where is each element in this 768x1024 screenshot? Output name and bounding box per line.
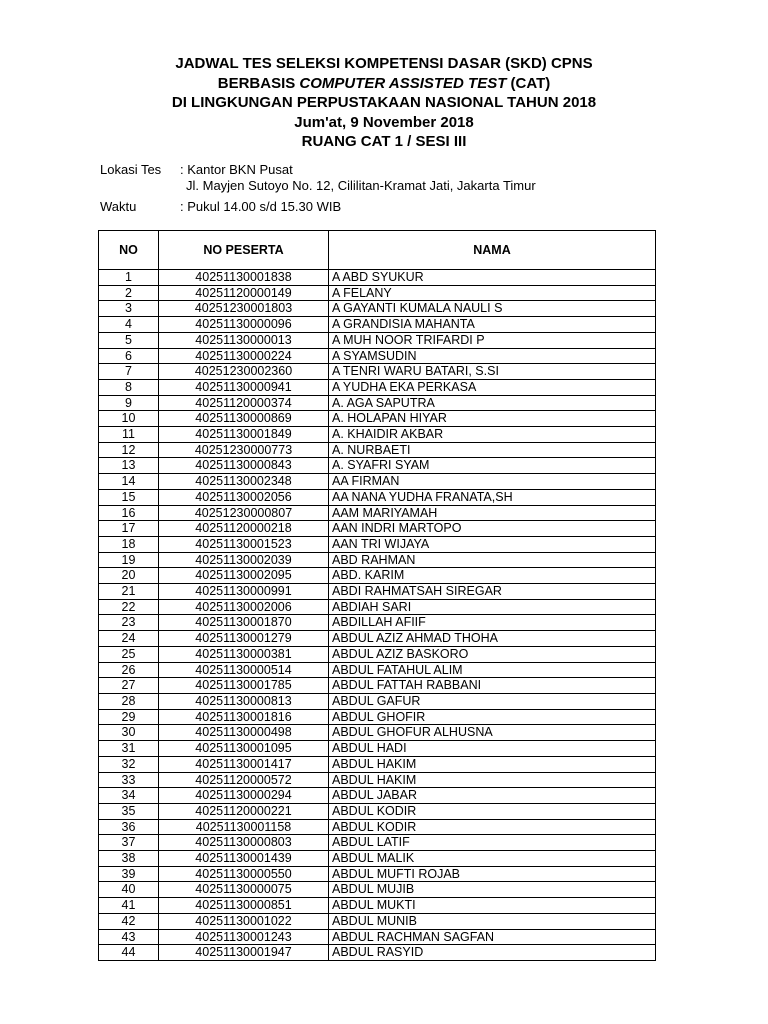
cell-no-peserta: 40251130002056 [159,489,329,505]
cell-no: 30 [99,725,159,741]
cell-no-peserta: 40251230001803 [159,301,329,317]
cell-no: 13 [99,458,159,474]
cell-no: 28 [99,693,159,709]
title-line-1: JADWAL TES SELEKSI KOMPETENSI DASAR (SKD) CPNS [175,55,593,72]
cell-no: 35 [99,803,159,819]
cell-no: 37 [99,835,159,851]
cell-no: 11 [99,427,159,443]
cell-nama: ABDUL HAKIM [329,772,656,788]
cell-nama: A. HOLAPAN HIYAR [329,411,656,427]
cell-nama: ABDUL RASYID [329,945,656,961]
cell-nama: A. NURBAETI [329,442,656,458]
cell-no: 33 [99,772,159,788]
cell-nama: A FELANY [329,285,656,301]
cell-nama: ABDUL AZIZ AHMAD THOHA [329,631,656,647]
cell-no-peserta: 40251130000498 [159,725,329,741]
table-row [99,866,656,882]
table-row [99,505,656,521]
cell-no: 8 [99,379,159,395]
cell-no: 14 [99,474,159,490]
cell-no: 19 [99,552,159,568]
lokasi-label: Lokasi Tes [100,162,162,177]
table-row [99,458,656,474]
cell-no-peserta: 40251130000843 [159,458,329,474]
document-title [0,54,768,152]
cell-no: 42 [99,913,159,929]
cell-no-peserta: 40251230000807 [159,505,329,521]
table-row [99,317,656,333]
cell-no-peserta: 40251130000381 [159,646,329,662]
cell-no-peserta: 40251130001022 [159,913,329,929]
cell-nama: ABDUL JABAR [329,788,656,804]
cell-nama: ABDUL HADI [329,741,656,757]
cell-nama: ABDUL GHOFIR [329,709,656,725]
cell-nama: ABDUL RACHMAN SAGFAN [329,929,656,945]
cell-no-peserta: 40251130000813 [159,693,329,709]
cell-no-peserta: 40251130002006 [159,599,329,615]
cell-no: 2 [99,285,159,301]
table-row [99,379,656,395]
table-row [99,882,656,898]
cell-no: 1 [99,270,159,286]
cell-no-peserta: 40251130001870 [159,615,329,631]
cell-nama: A SYAMSUDIN [329,348,656,364]
cell-no-peserta: 40251130001243 [159,929,329,945]
cell-no-peserta: 40251130000096 [159,317,329,333]
cell-nama: ABDIAH SARI [329,599,656,615]
cell-no-peserta: 40251120000218 [159,521,329,537]
cell-no-peserta: 40251120000149 [159,285,329,301]
cell-no-peserta: 40251130000803 [159,835,329,851]
cell-no-peserta: 40251130001816 [159,709,329,725]
cell-nama: A YUDHA EKA PERKASA [329,379,656,395]
cell-no: 21 [99,584,159,600]
cell-nama: ABDUL FATTAH RABBANI [329,678,656,694]
cell-no: 38 [99,851,159,867]
cell-no: 17 [99,521,159,537]
table-row [99,898,656,914]
table-body [99,270,656,961]
cell-no-peserta: 40251120000572 [159,772,329,788]
title-line-2-prefix: BERBASIS [217,74,300,92]
alamat-row [100,178,536,194]
cell-no-peserta: 40251130000294 [159,788,329,804]
cell-nama: ABDUL AZIZ BASKORO [329,646,656,662]
cell-no-peserta: 40251130001095 [159,741,329,757]
cell-nama: ABDUL FATAHUL ALIM [329,662,656,678]
table-row [99,725,656,741]
table-row [99,756,656,772]
cell-no: 22 [99,599,159,615]
cell-no: 32 [99,756,159,772]
cell-nama: ABDUL HAKIM [329,756,656,772]
cell-no: 36 [99,819,159,835]
cell-no-peserta: 40251130001838 [159,270,329,286]
cell-no: 16 [99,505,159,521]
cell-nama: ABDUL KODIR [329,803,656,819]
cell-no-peserta: 40251130000941 [159,379,329,395]
cell-nama: ABDUL MALIK [329,851,656,867]
cell-no: 24 [99,631,159,647]
table-row [99,929,656,945]
title-line-2 [0,74,768,94]
cell-no: 44 [99,945,159,961]
cell-no: 27 [99,678,159,694]
cell-no: 43 [99,929,159,945]
cell-nama: AAM MARIYAMAH [329,505,656,521]
table-row [99,741,656,757]
table-row [99,851,656,867]
cell-no-peserta: 40251130001439 [159,851,329,867]
cell-no: 12 [99,442,159,458]
table-row [99,552,656,568]
cell-no-peserta: 40251130001523 [159,536,329,552]
cell-nama: ABD RAHMAN [329,552,656,568]
table-row [99,442,656,458]
waktu-label: Waktu [100,199,137,214]
cell-no: 6 [99,348,159,364]
cell-no: 9 [99,395,159,411]
table-row [99,427,656,443]
cell-no: 10 [99,411,159,427]
table-row [99,521,656,537]
cell-no-peserta: 40251130001947 [159,945,329,961]
table-row [99,662,656,678]
table-row [99,332,656,348]
cell-nama: A MUH NOOR TRIFARDI P [329,332,656,348]
cell-nama: AAN INDRI MARTOPO [329,521,656,537]
table-row [99,536,656,552]
table-row [99,584,656,600]
cell-no: 4 [99,317,159,333]
cell-nama: ABDILLAH AFIIF [329,615,656,631]
table-row [99,678,656,694]
cell-no-peserta: 40251130000991 [159,584,329,600]
cell-no-peserta: 40251130002348 [159,474,329,490]
cell-no-peserta: 40251130002095 [159,568,329,584]
table-row [99,709,656,725]
cell-nama: AAN TRI WIJAYA [329,536,656,552]
cell-nama: ABDUL MUJIB [329,882,656,898]
title-room-session: RUANG CAT 1 / SESI III [301,133,467,150]
table-row [99,788,656,804]
table-row [99,646,656,662]
cell-no: 23 [99,615,159,631]
cell-nama: ABDUL KODIR [329,819,656,835]
cell-nama: A. AGA SAPUTRA [329,395,656,411]
cell-nama: ABDI RAHMATSAH SIREGAR [329,584,656,600]
cell-nama: ABDUL MUFTI ROJAB [329,866,656,882]
cell-no-peserta: 40251130000851 [159,898,329,914]
cell-no-peserta: 40251130001849 [159,427,329,443]
cell-no-peserta: 40251130001279 [159,631,329,647]
participant-table [98,230,656,961]
title-line-2-italic: COMPUTER ASSISTED TEST [299,74,507,92]
header-nama: NAMA [329,231,656,270]
table-row [99,599,656,615]
table-row [99,348,656,364]
cell-nama: ABD. KARIM [329,568,656,584]
table-row [99,489,656,505]
waktu-value: : Pukul 14.00 s/d 15.30 WIB [180,199,342,214]
header-no: NO [99,231,159,270]
cell-no-peserta: 40251130000514 [159,662,329,678]
cell-no: 3 [99,301,159,317]
cell-nama: ABDUL MUKTI [329,898,656,914]
table-row [99,913,656,929]
cell-nama: AA NANA YUDHA FRANATA,SH [329,489,656,505]
cell-no-peserta: 40251130000224 [159,348,329,364]
cell-nama: AA FIRMAN [329,474,656,490]
header-no-peserta: NO PESERTA [159,231,329,270]
cell-no: 7 [99,364,159,380]
cell-nama: A GRANDISIA MAHANTA [329,317,656,333]
cell-no-peserta: 40251130001158 [159,819,329,835]
cell-no: 20 [99,568,159,584]
table-row [99,819,656,835]
cell-no-peserta: 40251230002360 [159,364,329,380]
cell-nama: ABDUL LATIF [329,835,656,851]
cell-nama: A. KHAIDIR AKBAR [329,427,656,443]
waktu-row [100,199,341,215]
cell-nama: A. SYAFRI SYAM [329,458,656,474]
table-row [99,364,656,380]
table-row [99,693,656,709]
title-line-3: DI LINGKUNGAN PERPUSTAKAAN NASIONAL TAHUN 2018 [171,94,597,111]
lokasi-row [100,162,293,178]
cell-no: 34 [99,788,159,804]
table-row [99,395,656,411]
lokasi-value: : Kantor BKN Pusat [180,162,293,177]
cell-no-peserta: 40251130001785 [159,678,329,694]
cell-nama: ABDUL MUNIB [329,913,656,929]
cell-nama: A TENRI WARU BATARI, S.SI [329,364,656,380]
cell-no-peserta: 40251130000550 [159,866,329,882]
table-row [99,631,656,647]
table-header-row [99,231,656,270]
cell-nama: A GAYANTI KUMALA NAULI S [329,301,656,317]
cell-no-peserta: 40251230000773 [159,442,329,458]
cell-no-peserta: 40251130000075 [159,882,329,898]
cell-no: 15 [99,489,159,505]
cell-no: 31 [99,741,159,757]
cell-no: 26 [99,662,159,678]
cell-no: 5 [99,332,159,348]
alamat-value: Jl. Mayjen Sutoyo No. 12, Cililitan-Kramat Jati, Jakarta Timur [186,178,536,193]
cell-nama: A ABD SYUKUR [329,270,656,286]
table-row [99,568,656,584]
title-date: Jum'at, 9 November 2018 [294,113,474,131]
table-row [99,301,656,317]
table-row [99,615,656,631]
cell-nama: ABDUL GAFUR [329,693,656,709]
title-line-2-suffix: (CAT) [506,74,551,92]
table-row [99,270,656,286]
cell-no: 41 [99,898,159,914]
table-row [99,945,656,961]
table-row [99,411,656,427]
cell-no-peserta: 40251130001417 [159,756,329,772]
cell-no: 18 [99,536,159,552]
cell-nama: ABDUL GHOFUR ALHUSNA [329,725,656,741]
cell-no: 40 [99,882,159,898]
table-row [99,772,656,788]
table-row [99,803,656,819]
table-row [99,474,656,490]
cell-no-peserta: 40251120000221 [159,803,329,819]
cell-no-peserta: 40251130000013 [159,332,329,348]
cell-no: 39 [99,866,159,882]
cell-no-peserta: 40251120000374 [159,395,329,411]
table-row [99,285,656,301]
cell-no-peserta: 40251130000869 [159,411,329,427]
cell-no: 25 [99,646,159,662]
cell-no: 29 [99,709,159,725]
table-row [99,835,656,851]
cell-no-peserta: 40251130002039 [159,552,329,568]
